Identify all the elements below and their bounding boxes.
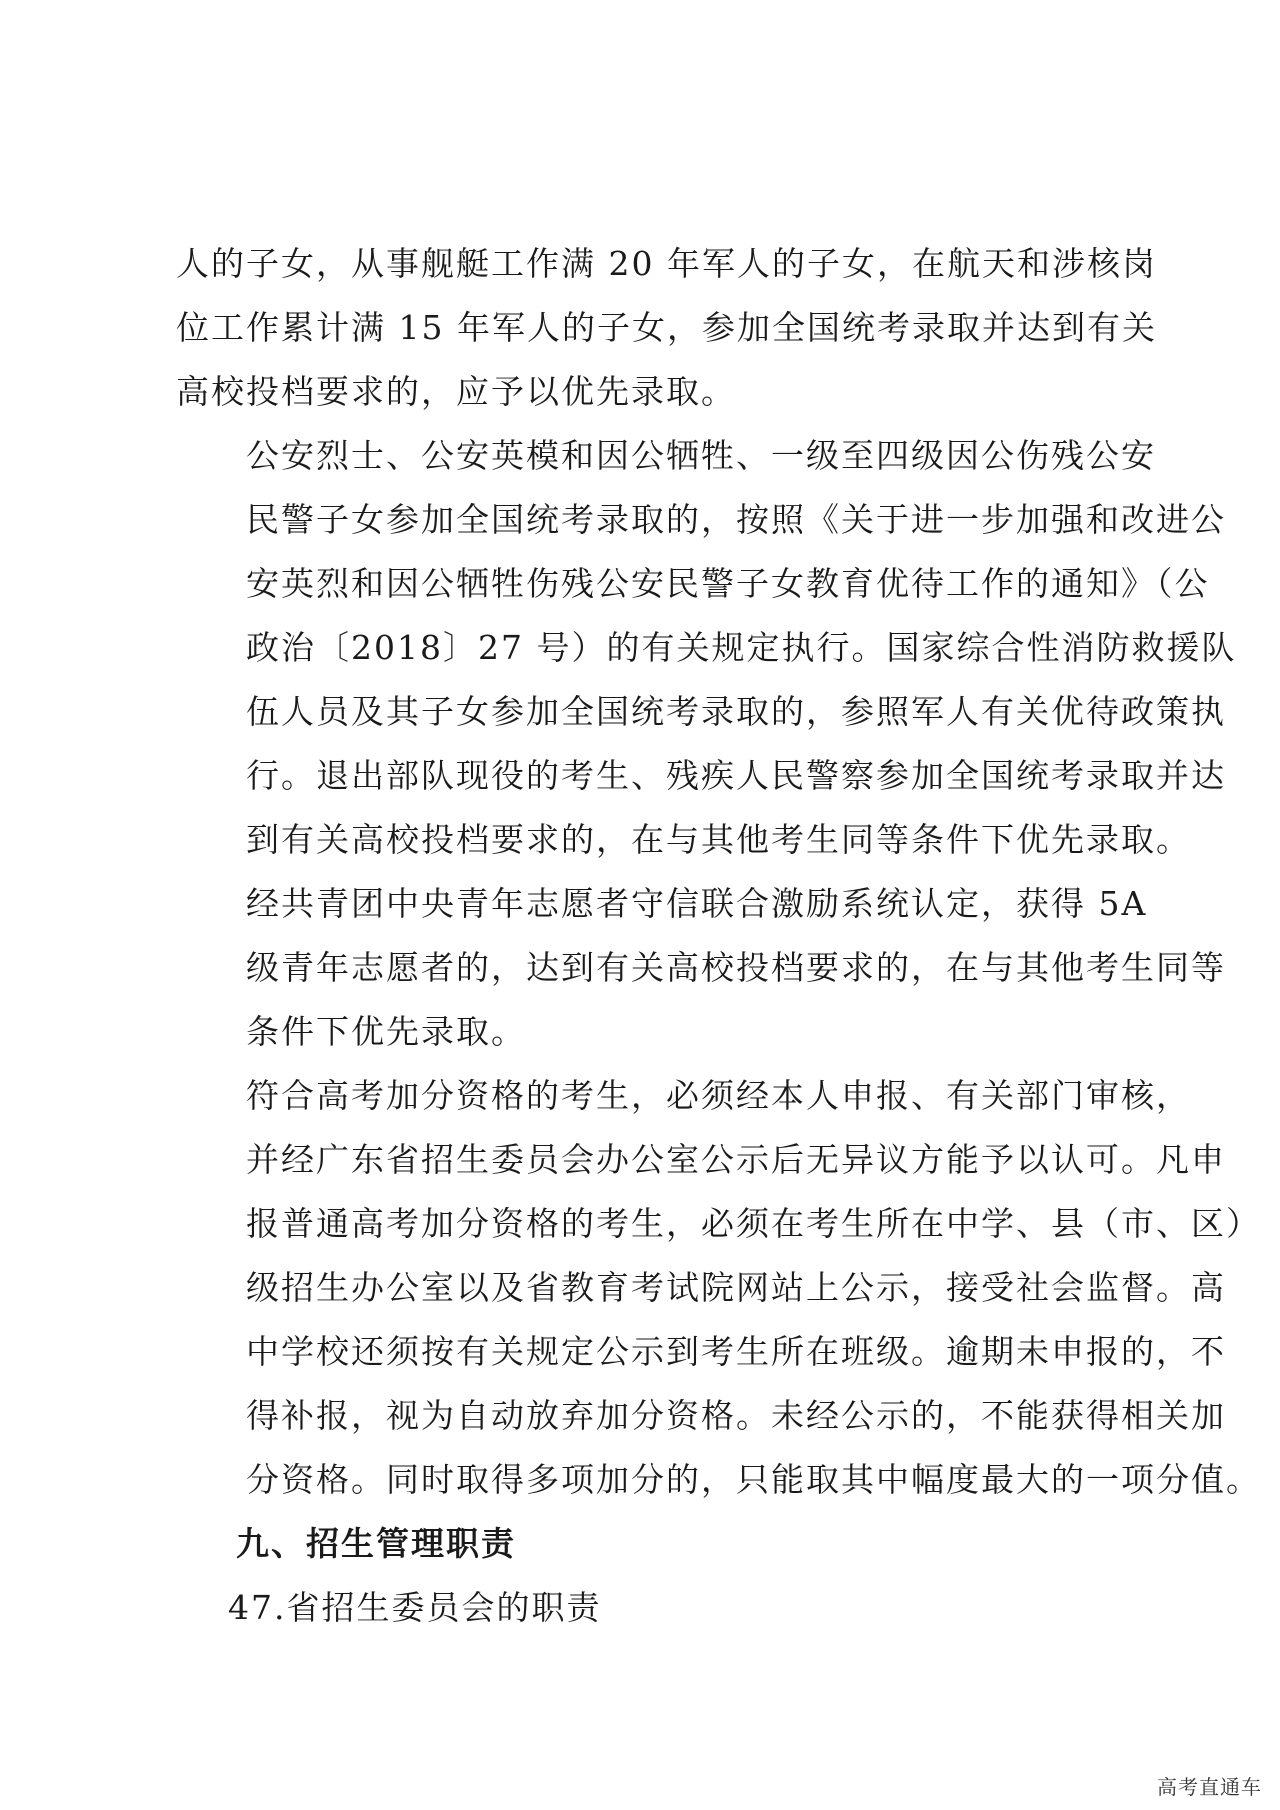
text-line: 级招生办公室以及省教育考试院网站上公示，接受社会监督。高 <box>246 1268 1226 1307</box>
text-line: 中学校还须按有关规定公示到考生所在班级。逾期未申报的，不 <box>246 1332 1226 1371</box>
text-line: 政治〔2018〕27 号）的有关规定执行。国家综合性消防救援队 <box>246 628 1237 667</box>
paragraph <box>176 424 1237 872</box>
text-line: 伍人员及其子女参加全国统考录取的，参照军人有关优待政策执 <box>246 692 1226 731</box>
text-line: 级青年志愿者的，达到有关高校投档要求的，在与其他考生同等 <box>246 948 1226 987</box>
subsection-heading: 47.省招生委员会的职责 <box>228 1588 602 1627</box>
text-line: 报普通高考加分资格的考生，必须在考生所在中学、县（市、区） <box>246 1204 1261 1243</box>
text-line: 得补报，视为自动放弃加分资格。未经公示的，不能获得相关加 <box>246 1396 1226 1435</box>
text-line: 公安烈士、公安英模和因公牺牲、一级至四级因公伤残公安 <box>246 436 1156 475</box>
text-line: 经共青团中央青年志愿者守信联合激励系统认定，获得 5A <box>246 884 1148 923</box>
text-line: 条件下优先录取。 <box>246 1012 526 1051</box>
text-line: 到有关高校投档要求的，在与其他考生同等条件下优先录取。 <box>246 820 1191 859</box>
text-line: 安英烈和因公牺牲伤残公安民警子女教育优待工作的通知》（公 <box>246 564 1210 603</box>
text-line: 民警子女参加全国统考录取的，按照《关于进一步加强和改进公 <box>246 500 1226 539</box>
text-line: 符合高考加分资格的考生，必须经本人申报、有关部门审核， <box>246 1076 1191 1115</box>
text-line: 位工作累计满 15 年军人的子女，参加全国统考录取并达到有关 <box>176 308 1157 347</box>
text-line: 高校投档要求的，应予以优先录取。 <box>176 372 736 411</box>
text-line: 分资格。同时取得多项加分的，只能取其中幅度最大的一项分值。 <box>246 1460 1261 1499</box>
paragraph-list <box>176 232 1261 1512</box>
section-heading: 九、招生管理职责 <box>236 1524 516 1563</box>
paragraph <box>176 872 1226 1064</box>
watermark-logo: 高考直通车 <box>1157 1775 1262 1799</box>
paragraph <box>176 1064 1261 1512</box>
text-line: 并经广东省招生委员会办公室公示后无异议方能予以认可。凡申 <box>246 1140 1226 1179</box>
text-line: 行。退出部队现役的考生、残疾人民警察参加全国统考录取并达 <box>246 756 1226 795</box>
text-line: 人的子女，从事舰艇工作满 20 年军人的子女，在航天和涉核岗 <box>176 244 1157 283</box>
paragraph <box>176 232 1157 424</box>
body-text <box>176 232 1261 1640</box>
